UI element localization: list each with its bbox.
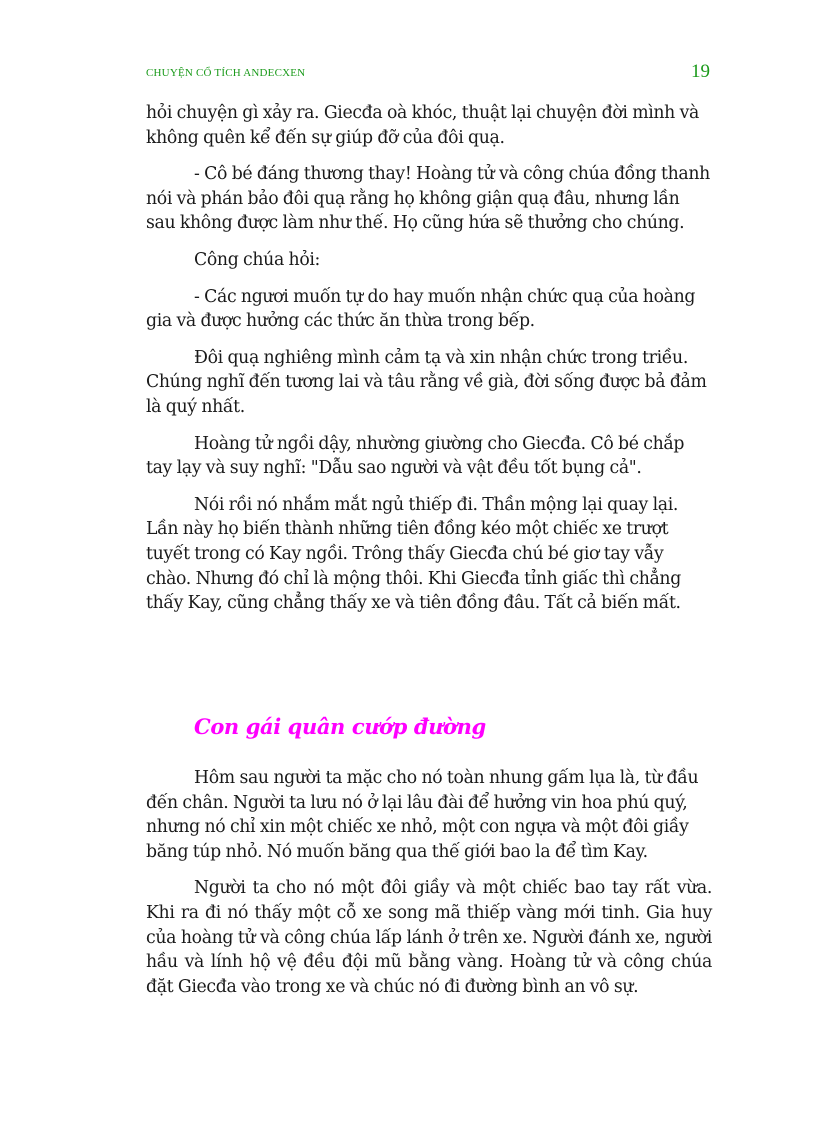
section-paragraph-2: Người ta cho nó một đôi giầy và một chiếc bao tay rất vừa. Khi ra đi nó thấy một cỗ xe song mã thiếp vàng mới tinh. Gia huy của hoàng tử và công chúa lấp lánh ở trên xe. Người đánh xe, người hầu và lính hộ vệ đều đội mũ bằng vàng. Hoàng tử và công chúa đặt Giecđa vào trong xe và chúc nó đi đường bình an vô sự.	[146, 878, 712, 997]
book-page	[146, 0, 712, 1123]
page-number: 19	[691, 61, 710, 82]
body-text-section	[146, 766, 712, 1011]
running-header	[146, 61, 712, 84]
section-heading: Con gái quân cướp đường	[194, 714, 486, 739]
paragraph-7: Nói rồi nó nhắm mắt ngủ thiếp đi. Thần mộng lại quay lại. Lần này họ biến thành những tiên đồng kéo một chiếc xe trượt tuyết trong có Kay ngồi. Trông thấy Giecđa chú bé giơ tay vẫy chào. Nhưng đó chỉ là mộng thôi. Khi Giecđa tỉnh giấc thì chẳng thấy Kay, cũng chẳng thấy xe và tiên đồng đâu. Tất cả biến mất.	[146, 494, 681, 614]
paragraph-3: Công chúa hỏi:	[194, 249, 321, 270]
paragraph-5: Đôi quạ nghiêng mình cảm tạ và xin nhận chức trong triều. Chúng nghĩ đến tương lai và tâu rằng về già, đời sống được bả đảm là quý nhất.	[146, 347, 707, 417]
section-paragraph-1: Hôm sau người ta mặc cho nó toàn nhung gấm lụa là, từ đầu đến chân. Người ta lưu nó ở lại lâu đài để hưởng vin hoa phú quý, nhưng nó chỉ xin một chiếc xe nhỏ, một con ngựa và một đôi giầy băng túp nhỏ. Nó muốn băng qua thế giới bao la để tìm Kay.	[146, 768, 699, 862]
paragraph-2: - Cô bé đáng thương thay! Hoàng tử và công chúa đồng thanh nói và phán bảo đôi quạ rằng họ không giận quạ đâu, nhưng lần sau không được làm như thế. Họ cũng hứa sẽ thưởng cho chúng.	[146, 164, 710, 234]
paragraph-4: - Các ngươi muốn tự do hay muốn nhận chức quạ của hoàng gia và được hưởng các thức ăn thừa trong bếp.	[146, 286, 696, 332]
body-text-top	[146, 101, 712, 628]
paragraph-6: Hoàng tử ngồi dậy, nhường giường cho Giecđa. Cô bé chắp tay lạy và suy nghĩ: "Dẫu sao người và vật đều tốt bụng cả".	[146, 433, 685, 479]
running-title: CHUYỆN CỔ TÍCH ANDECXEN	[146, 67, 306, 79]
paragraph-1: hỏi chuyện gì xảy ra. Giecđa oà khóc, thuật lại chuyện đời mình và không quên kể đến sự giúp đỡ của đôi quạ.	[146, 103, 699, 148]
